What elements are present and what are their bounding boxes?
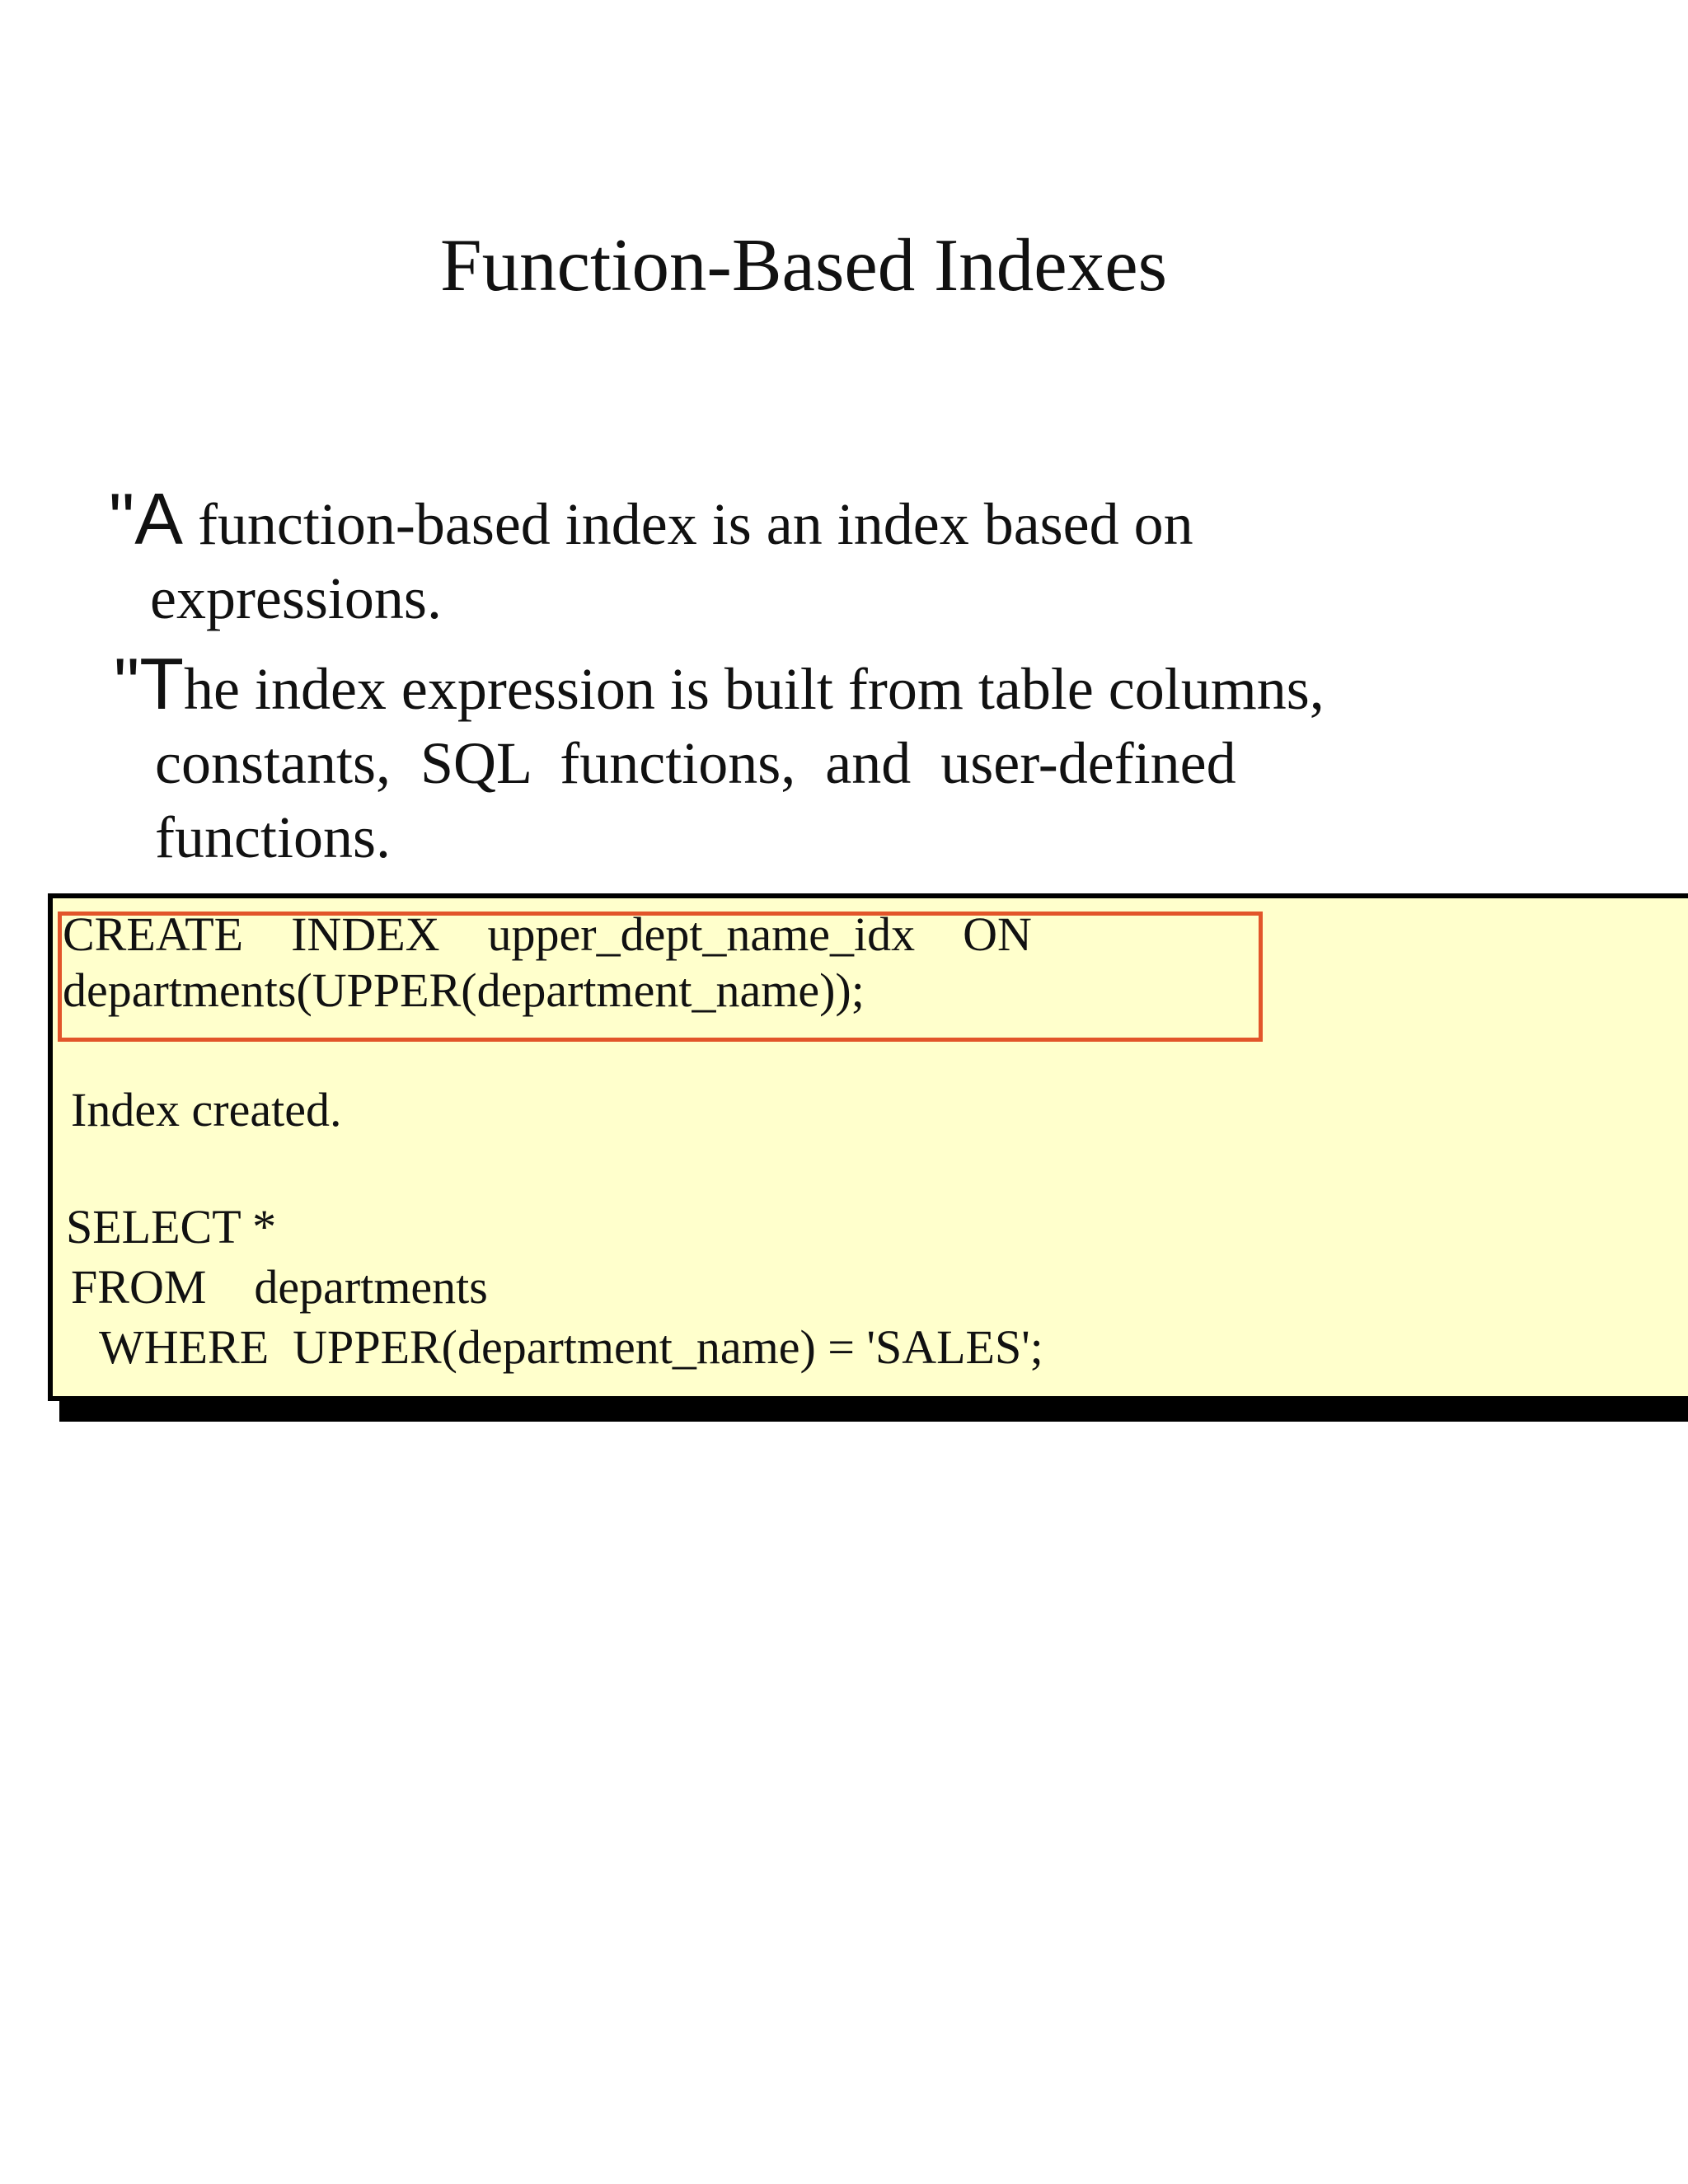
bullet-initial: T: [139, 643, 185, 724]
bullet-index-expression: [114, 643, 1325, 874]
bullet-initial: A: [134, 478, 183, 560]
bullet-text: functions.: [155, 804, 391, 870]
create-index-highlight: [58, 912, 1263, 1042]
slide-title: Function-Based Indexes: [439, 223, 1167, 307]
index-created-message: Index created.: [71, 1083, 342, 1137]
bullet-line: [109, 478, 1193, 561]
bullet-text: function-based index is an index based on: [182, 491, 1193, 557]
bullet-marker: ": [114, 643, 140, 724]
select-clause: SELECT *: [66, 1200, 277, 1254]
where-clause: WHERE UPPER(department_name) = 'SALES';: [99, 1320, 1043, 1374]
bullet-text: expressions.: [150, 565, 442, 631]
bullet-line: [114, 643, 1325, 726]
bullet-marker: ": [109, 478, 135, 560]
bullet-text: constants, SQL functions, and user-defined: [155, 730, 1236, 796]
bullet-function-based-index: [109, 478, 1193, 635]
from-clause: FROM departments: [71, 1260, 488, 1314]
bullet-text: he index expression is built from table columns,: [184, 656, 1325, 722]
create-index-statement-line-2: departments(UPPER(department_name));: [63, 963, 865, 1017]
create-index-statement-line-1: CREATE INDEX upper_dept_name_idx ON: [63, 907, 1032, 961]
